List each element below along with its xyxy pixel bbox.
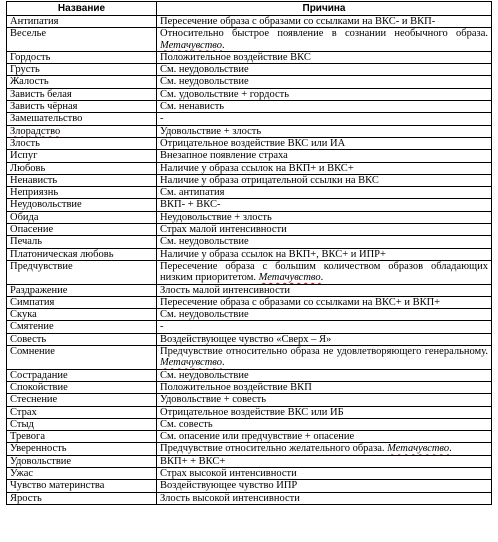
emotion-name-text: Зависть белая [10,88,72,100]
table-row [7,480,492,492]
emotion-name [7,309,157,321]
emotion-name [7,248,157,260]
emotion-name [7,76,157,88]
emotion-reason [157,406,492,418]
emotion-reason-text: ВКП+ + ВКС+ [160,455,226,467]
emotion-reason-text: Удовольствие + злость [160,125,262,137]
emotion-name [7,394,157,406]
emotion-name [7,162,157,174]
emotion-reason [157,236,492,248]
meta-feeling-note: Метачувство [387,443,450,455]
emotion-reason [157,333,492,345]
table-row [7,51,492,63]
meta-feeling-note: Метачувство [258,272,321,284]
emotion-name-text: Опасение [10,224,54,236]
emotion-name-text: Гордость [10,51,51,63]
emotion-reason-text: Предчувствие относительно желательного образа. [160,443,385,455]
emotion-name-text: Замешательство [10,113,83,125]
table-row [7,76,492,88]
emotion-name-text: Неприязнь [10,187,59,199]
table-row [7,199,492,211]
emotion-name-text: Печаль [10,236,43,248]
emotion-reason [157,88,492,100]
emotion-reason [157,309,492,321]
emotion-reason-text: - [160,321,164,333]
table-row [7,174,492,186]
header-name: Название [7,2,157,16]
emotion-name-text: Неудовольствие [10,199,82,211]
emotion-reason-text: См. удовольствие + гордость [160,88,290,100]
emotion-reason [157,16,492,28]
table-row [7,284,492,296]
emotion-name-text: Платоническая любовь [10,248,114,260]
emotion-name [7,284,157,296]
emotion-name [7,187,157,199]
header-row [7,2,492,16]
emotion-name-text: Удовольствие [10,455,72,467]
table-row [7,260,492,284]
emotion-reason [157,64,492,76]
emotion-name [7,443,157,455]
emotion-reason [157,369,492,381]
emotion-name-text: Чувство материнства [10,480,105,492]
emotion-name-text: Зависть чёрная [10,101,78,113]
emotion-name [7,236,157,248]
table-row [7,28,492,52]
emotion-reason-text: Положительное воздействие ВКС [160,51,311,63]
emotion-reason [157,492,492,504]
emotion-name-text: Ненависть [10,174,58,186]
emotion-name-text: Стыд [10,418,34,430]
table-row [7,394,492,406]
emotion-reason [157,381,492,393]
emotion-name-text: Любовь [10,162,46,174]
emotion-name-text: Веселье [10,28,47,40]
emotion-reason: Относительно быстрое появление в сознании необычного образа. Метачувство. [157,28,492,52]
table-row [7,88,492,100]
emotion-name [7,16,157,28]
emotion-name [7,125,157,137]
emotion-reason [157,418,492,430]
emotion-reason-text: Положительное воздействие ВКП [160,381,312,393]
table-row [7,224,492,236]
table-row [7,236,492,248]
table-row [7,418,492,430]
emotion-reason: Пересечение образа с большим количеством образов обладающих низким приоритетом. Метачувство. [157,260,492,284]
emotion-name [7,431,157,443]
emotion-name-text: Ярость [10,492,42,504]
emotion-reason [157,76,492,88]
table-row [7,211,492,223]
emotion-name-text: Предчувствие [10,260,73,272]
emotion-name-text: Уверенность [10,443,67,455]
emotion-reason-text: Злость высокой интенсивности [160,492,300,504]
emotion-reason-text: См. неудовольствие [160,64,249,76]
emotion-name-text: Совесть [10,333,47,345]
emotion-reason: Предчувствие относительно желательного образа. Метачувство. [157,443,492,455]
emotion-reason [157,284,492,296]
emotion-reason [157,480,492,492]
table-row [7,113,492,125]
emotion-name [7,455,157,467]
emotion-name [7,467,157,479]
meta-feeling-note: Метачувство [160,357,222,369]
emotion-reason-text: См. ненависть [160,101,225,113]
table-row [7,321,492,333]
emotion-reason-text: Наличие у образа ссылок на ВКП+ и ВКС+ [160,162,354,174]
emotion-reason-text: Злость малой интенсивности [160,284,290,296]
emotion-reason-text: См. неудовольствие [160,309,249,321]
emotion-name-text: Жалость [10,76,49,88]
emotion-name [7,150,157,162]
emotion-reason [157,187,492,199]
emotion-reason [157,137,492,149]
emotion-reason-text: Отрицательное воздействие ВКС или ИБ [160,406,344,418]
emotion-name-text: Сострадание [10,369,68,381]
table-row [7,492,492,504]
emotion-name [7,199,157,211]
emotion-name [7,346,157,370]
table-row [7,369,492,381]
table-row [7,150,492,162]
emotion-reason-text: См. опасение или предчувствие + опасение [160,431,355,443]
emotion-name [7,211,157,223]
table-row [7,101,492,113]
emotion-reason-text: Относительно быстрое появление в сознании необычного образа. [160,28,488,40]
emotion-name-text: Спокойствие [10,381,68,393]
emotion-name [7,480,157,492]
emotion-name-text: Злость [10,137,40,149]
emotion-name-text: Симпатия [10,296,55,308]
emotion-reason [157,174,492,186]
emotion-name [7,174,157,186]
emotion-name-text: Страх [10,406,37,418]
emotion-reason-text: Страх малой интенсивности [160,224,287,236]
emotion-reason-text: См. неудовольствие [160,369,249,381]
emotion-reason [157,150,492,162]
emotion-reason-text: См. антипатия [160,187,225,199]
emotion-name-text: Ужас [10,467,34,479]
emotion-reason-text: Воздействующее чувство «Сверх – Я» [160,333,332,345]
emotion-name [7,492,157,504]
emotion-name-text: Злорадство [10,125,61,137]
emotion-reason [157,394,492,406]
table-row [7,296,492,308]
emotion-reason-text: Неудовольствие + злость [160,211,272,223]
emotion-reason-text: Удовольствие + совесть [160,394,267,406]
table-row [7,137,492,149]
emotion-reason-text: Страх высокой интенсивности [160,467,297,479]
emotion-name-text: Тревога [10,431,46,443]
table-row [7,64,492,76]
table-row [7,248,492,260]
emotion-reason: Предчувствие относительно образа не удовлетворяющего генеральному. Метачувство. [157,346,492,370]
emotion-name [7,260,157,284]
emotion-reason [157,113,492,125]
table-row [7,187,492,199]
table-row [7,455,492,467]
emotion-reason-text: Наличие у образа отрицательной ссылки на ВКС [160,174,379,186]
table-row [7,125,492,137]
emotion-name [7,88,157,100]
table-body [7,16,492,505]
emotion-reason-text: См. неудовольствие [160,236,249,248]
emotion-reason-text: Предчувствие относительно образа не удовлетворяющего генеральному. [160,346,488,358]
emotion-reason [157,199,492,211]
emotion-name-text: Испуг [10,150,38,162]
emotion-reason [157,431,492,443]
meta-feeling-note: Метачувство [160,39,222,51]
emotion-reason [157,296,492,308]
emotion-name-text: Смятение [10,321,54,333]
emotion-reason-text: См. совесть [160,418,213,430]
table-row [7,333,492,345]
emotion-name-text: Скука [10,309,37,321]
emotion-reason [157,211,492,223]
emotion-name [7,406,157,418]
emotion-name [7,369,157,381]
emotion-name-text: Раздражение [10,284,68,296]
table-row [7,309,492,321]
emotion-reason-text: См. неудовольствие [160,76,249,88]
emotion-name [7,101,157,113]
emotion-name-text: Обида [10,211,39,223]
emotion-name [7,321,157,333]
table-row [7,431,492,443]
emotion-reason-text: Внезапное появление страха [160,150,288,162]
table-row [7,443,492,455]
emotion-reason [157,467,492,479]
emotion-reason-text: ВКП- + ВКС- [160,199,221,211]
emotion-reason [157,162,492,174]
table-row [7,381,492,393]
emotion-name-text: Антипатия [10,16,59,27]
emotion-reason-text: Воздействующее чувство ИПР [160,480,298,492]
emotion-reason [157,224,492,236]
emotion-reason-text: Пересечение образа с большим количеством образов обладающих низким приоритетом. [160,260,488,284]
emotion-name [7,296,157,308]
emotion-name [7,137,157,149]
table-row [7,406,492,418]
emotion-name [7,224,157,236]
emotion-name [7,333,157,345]
emotion-reason [157,125,492,137]
emotion-name [7,64,157,76]
emotion-name [7,381,157,393]
emotion-name-text: Сомнение [10,346,55,358]
emotions-table [6,1,492,505]
emotion-reason-text: Наличие у образа ссылок на ВКП+, ВКС+ и ИПР+ [160,248,386,260]
table-row [7,16,492,28]
emotion-reason [157,248,492,260]
emotion-reason [157,101,492,113]
emotion-reason [157,455,492,467]
emotion-reason [157,51,492,63]
emotion-name [7,418,157,430]
emotion-reason-text: Пересечение образа с образами со ссылками на ВКС+ и ВКП+ [160,296,441,308]
emotion-reason-text: - [160,113,164,125]
header-reason: Причина [157,2,492,16]
emotion-name [7,113,157,125]
emotion-name [7,28,157,52]
table-row [7,467,492,479]
emotion-reason-text: Пересечение образа с образами со ссылками на ВКС- и ВКП- [160,16,436,27]
table-row [7,346,492,370]
emotion-reason [157,321,492,333]
table-row [7,162,492,174]
emotion-name [7,51,157,63]
emotion-reason-text: Отрицательное воздействие ВКС или ИА [160,137,346,149]
emotion-name-text: Стеснение [10,394,58,406]
emotion-name-text: Грусть [10,64,40,76]
